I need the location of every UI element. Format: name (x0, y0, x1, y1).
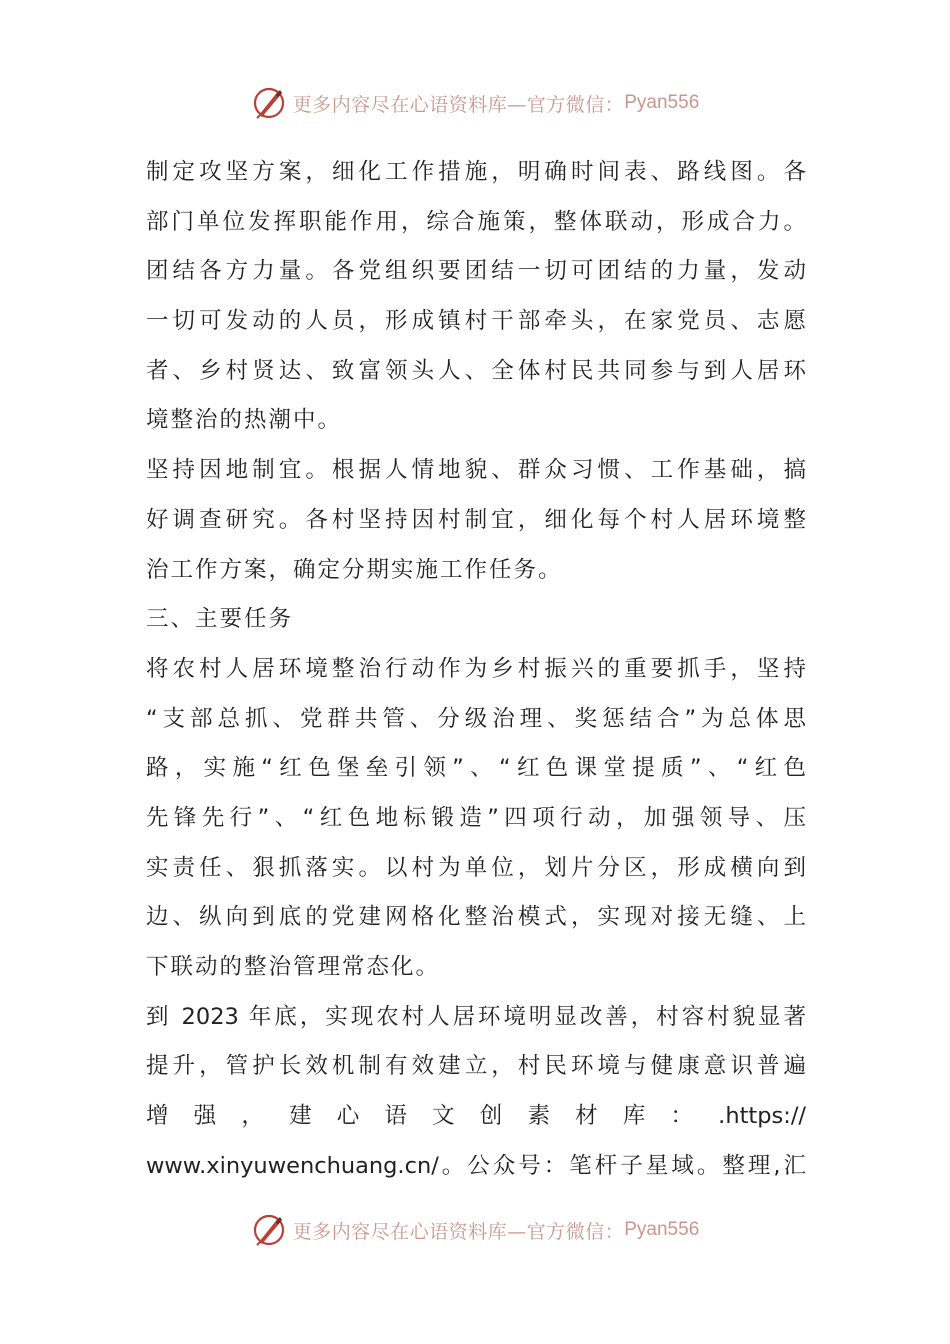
body-line: 边、纵向到底的党建网格化整治模式，实现对接无缝、上 (146, 904, 806, 931)
body-line: 先锋先行”、“红色地标锻造”四项行动，加强领导、压 (146, 804, 806, 831)
pen-circle-logo-icon (251, 85, 287, 121)
header-banner-text: 更多内容尽在心语资料库—官方微信： (292, 93, 625, 116)
body-line: 境整治的热潮中。 (146, 407, 343, 434)
footer-banner-handle: Pyan556 (624, 1219, 700, 1240)
body-line: 到 2023 年底，实现农村人居环境明显改善，村容村貌显著 (146, 1003, 806, 1030)
footer-banner (0, 1210, 950, 1250)
body-line: 者、乡村贤达、致富领头人、全体村民共同参与到人居环 (146, 357, 806, 384)
body-line: 路，实施“红色堡垒引领”、“红色课堂提质”、“红色 (146, 755, 806, 782)
body-line-link: www.xinyuwenchuang.cn/。公众号：笔杆子星域。整理,汇 (146, 1152, 806, 1179)
body-line: 坚持因地制宜。根据人情地貌、群众习惯、工作基础，搞 (146, 457, 806, 484)
document-body (146, 148, 806, 1191)
body-line: 部门单位发挥职能作用，综合施策，整体联动，形成合力。 (146, 208, 806, 235)
body-line-link: 增 强 ， 建 心 语 文 创 素 材 库 ： .https:// (146, 1103, 806, 1130)
body-line: 一切可发动的人员，形成镇村干部牵头，在家党员、志愿 (146, 308, 806, 335)
footer-banner-text: 更多内容尽在心语资料库—官方微信： (292, 1220, 625, 1243)
body-line: 实责任、狠抓落实。以村为单位，划片分区，形成横向到 (146, 854, 806, 881)
header-banner-handle: Pyan556 (624, 92, 700, 113)
header-banner (0, 83, 950, 123)
body-line: “支部总抓、党群共管、分级治理、奖惩结合”为总体思 (146, 705, 806, 732)
body-line: 提升，管护长效机制有效建立，村民环境与健康意识普遍 (146, 1053, 806, 1080)
body-line: 将农村人居环境整治行动作为乡村振兴的重要抓手，坚持 (146, 655, 806, 682)
body-line: 制定攻坚方案，细化工作措施，明确时间表、路线图。各 (146, 159, 806, 185)
section-heading: 三、主要任务 (146, 606, 294, 633)
pen-circle-logo-icon (251, 1212, 287, 1248)
body-line: 团结各方力量。各党组织要团结一切可团结的力量，发动 (146, 258, 806, 285)
body-line: 治工作方案，确定分期实施工作任务。 (146, 556, 563, 583)
body-line: 下联动的整治管理常态化。 (146, 954, 441, 980)
body-line: 好调查研究。各村坚持因村制宜，细化每个村人居环境整 (146, 506, 806, 533)
